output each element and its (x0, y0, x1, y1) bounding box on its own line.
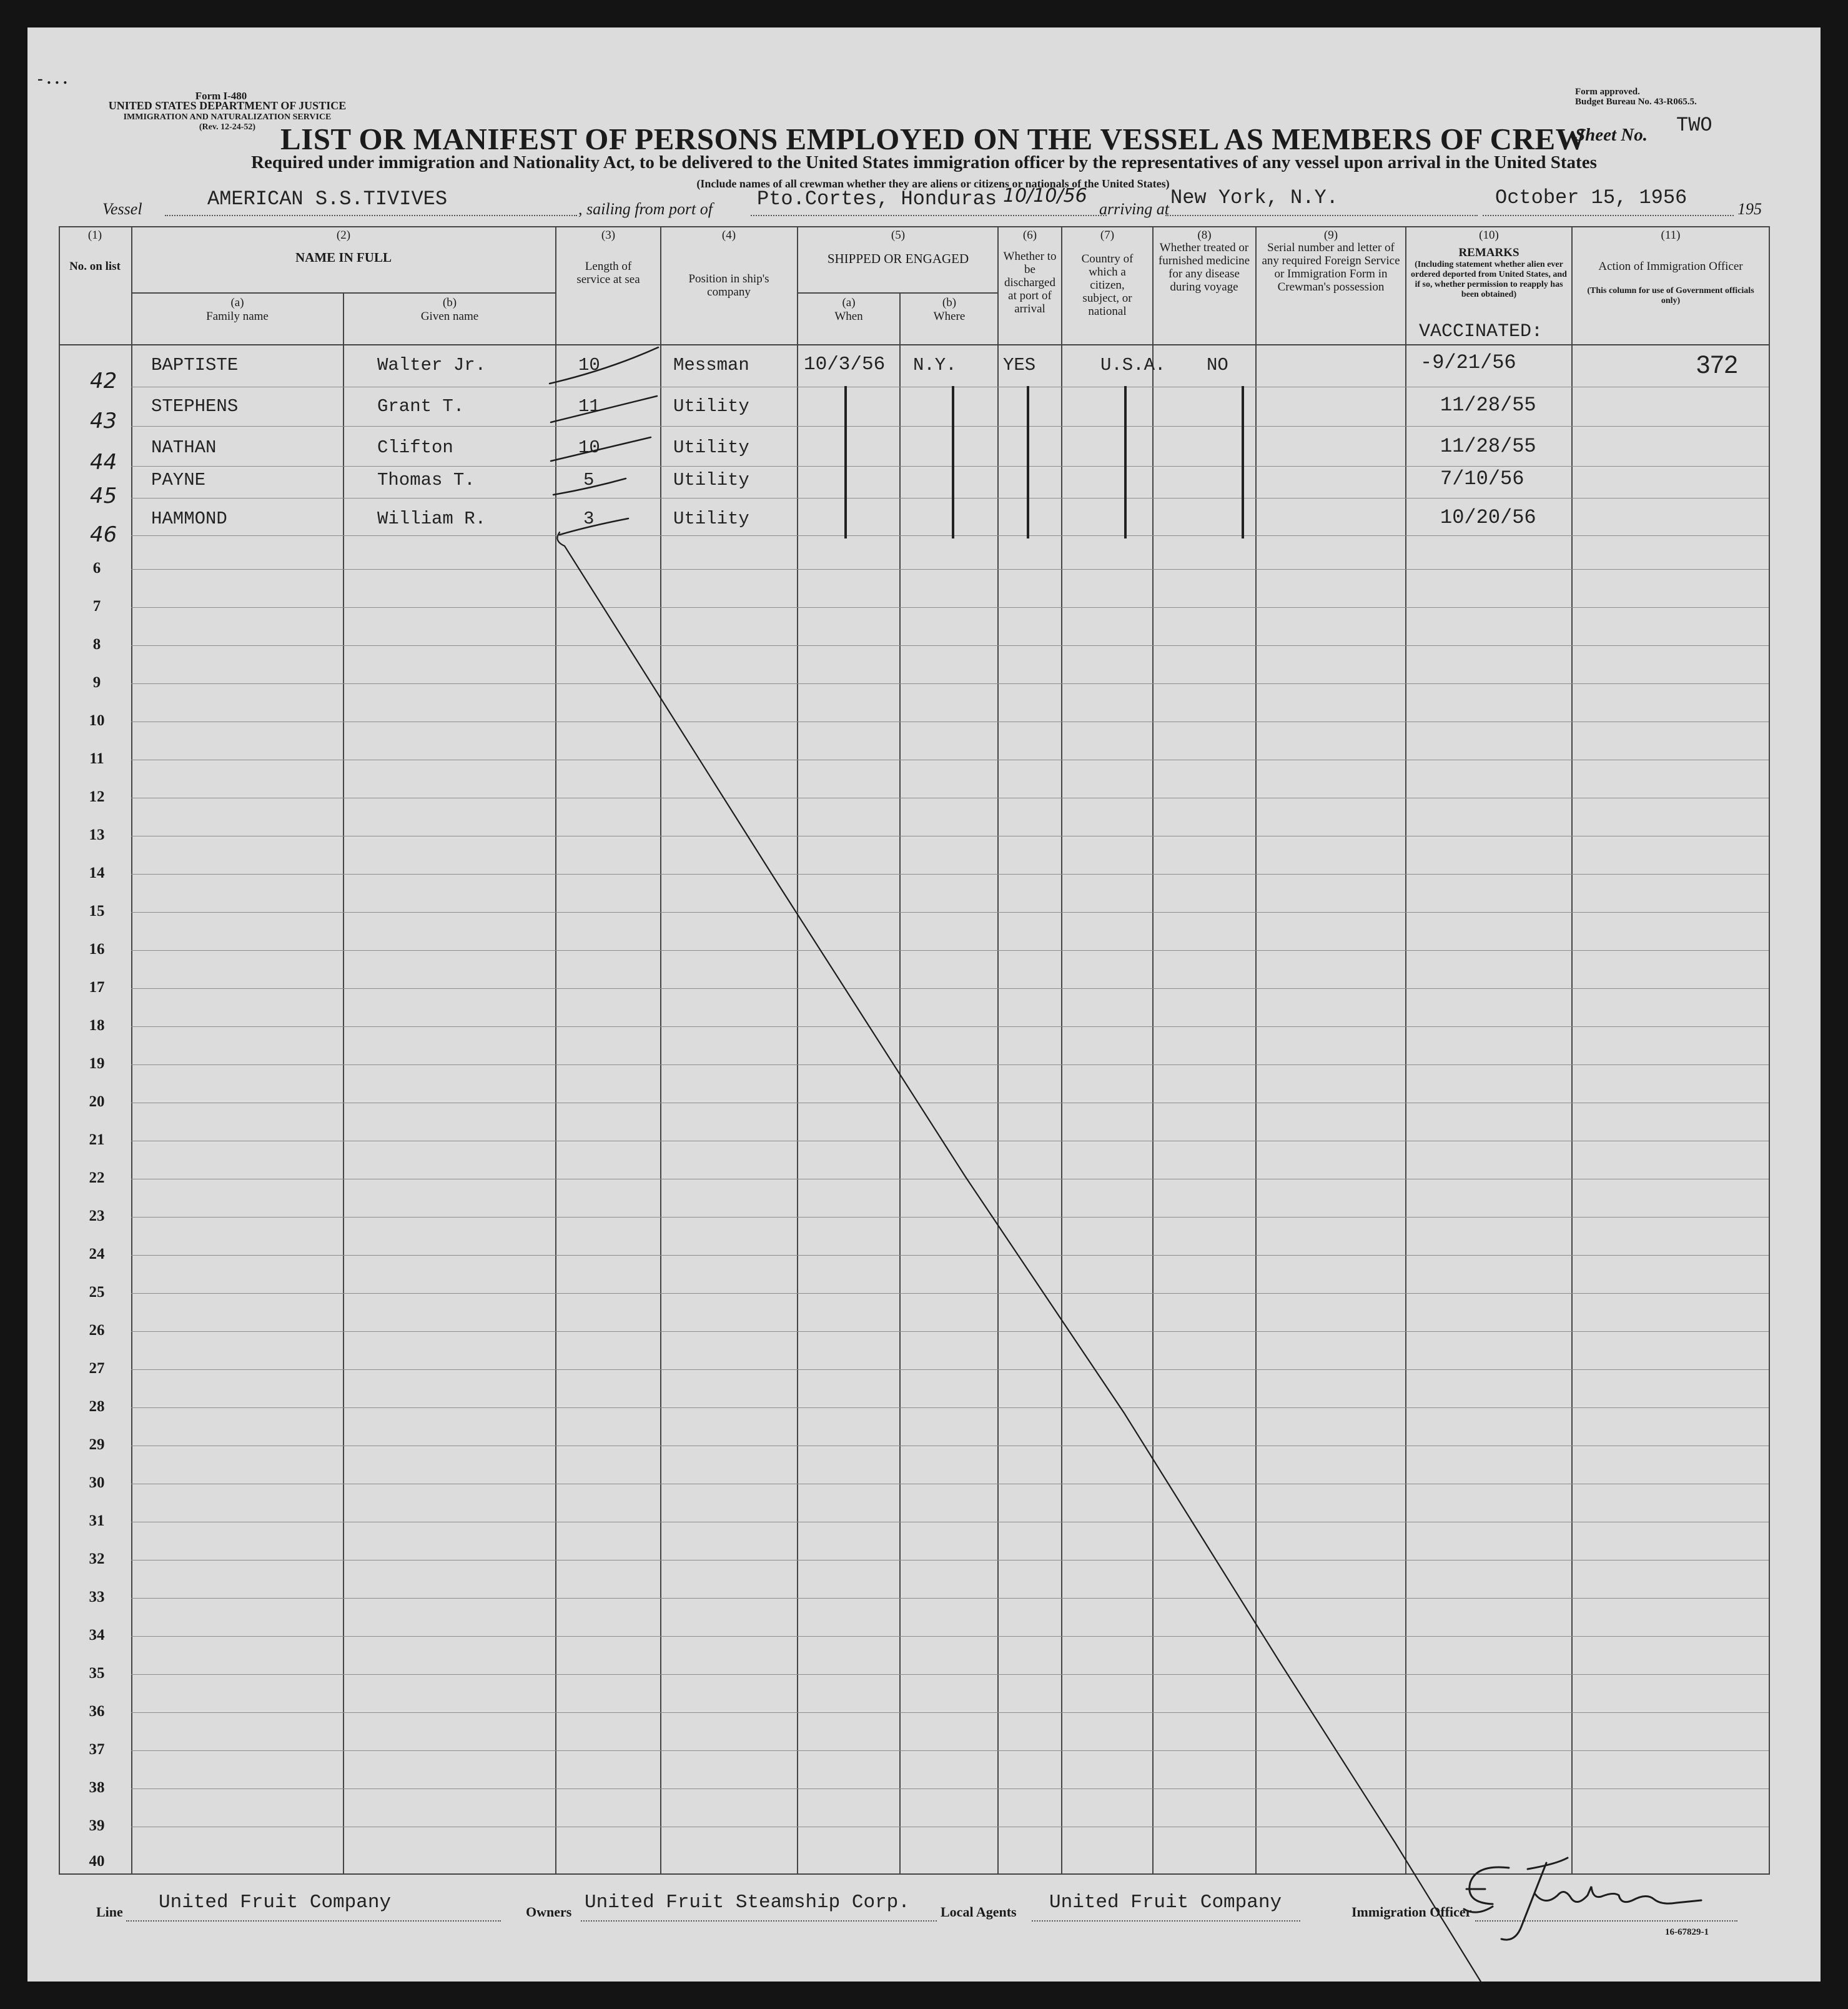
row-number: 8 (92, 636, 101, 653)
row-number: 14 (89, 865, 105, 881)
row-number: 17 (89, 979, 105, 996)
approval-2: Budget Bureau No. 43-R065.5. (1575, 97, 1697, 107)
row-number: 9 (92, 674, 101, 691)
row-number: 31 (89, 1512, 105, 1529)
service-length: 3 (583, 508, 595, 529)
row-number: 29 (89, 1436, 105, 1453)
row-number: 33 (89, 1589, 105, 1605)
row-number: 27 (89, 1360, 105, 1377)
row-number: 12 (89, 788, 105, 805)
row-number: 15 (89, 903, 105, 920)
row-number: 26 (89, 1322, 105, 1339)
service-strike (550, 347, 658, 384)
line-label: Line (96, 1904, 123, 1920)
row-hand-number: 46 (90, 522, 117, 547)
col-5-number: (5) (891, 229, 906, 242)
row-number: 32 (89, 1550, 105, 1567)
country: U.S.A. (1100, 355, 1166, 375)
row-hand-number: 42 (90, 369, 117, 394)
col-5b-letter: (b) (942, 296, 957, 309)
row-number: 11 (89, 750, 104, 767)
department: UNITED STATES DEPARTMENT OF JUSTICE (108, 99, 347, 112)
form-subtitle: Required under immigration and Nationality Act, to be delivered to the United States immigration officer by the representatives of any vessel upon arrival in the United States (251, 152, 1597, 172)
position: Utility (673, 470, 749, 490)
service-length: 11 (578, 396, 600, 417)
col-5-label: SHIPPED OR ENGAGED (827, 251, 969, 266)
to-be-discharged: YES (1003, 355, 1036, 375)
col-10-title: REMARKS (1458, 246, 1519, 259)
sheet-label: Sheet No. (1575, 125, 1648, 145)
row-number: 36 (89, 1703, 105, 1720)
remarks: 11/28/55 (1440, 435, 1536, 458)
row-hand-number: 44 (90, 450, 117, 475)
shipped-where: N.Y. (913, 355, 957, 375)
row-number: 18 (89, 1017, 105, 1034)
vaccinated-label: VACCINATED: (1419, 321, 1543, 342)
remarks: 11/28/55 (1440, 394, 1536, 417)
year-suffix: 195 (1737, 200, 1762, 218)
col-8-number: (8) (1197, 229, 1212, 242)
row-number: 38 (89, 1779, 105, 1796)
col-4-number: (4) (721, 229, 736, 242)
ditto-line (1242, 386, 1244, 538)
row-number: 23 (89, 1208, 105, 1224)
col-4-label: Position in ship's company (688, 272, 769, 299)
col-2b-label: Given name (420, 310, 479, 323)
col-2b-letter: (b) (442, 296, 457, 309)
sailing-label: , sailing from port of (578, 200, 713, 218)
row-number: 35 (89, 1665, 105, 1682)
col-2a-label: Family name (206, 310, 269, 323)
col-11-label: Action of Immigration Officer (1598, 260, 1743, 273)
sailing-date-handwritten: 10/10/56 (1003, 185, 1087, 207)
row-number: 6 (92, 560, 101, 577)
col-5a-label: When (834, 310, 863, 323)
arriving-value: New York, N.Y. (1170, 186, 1338, 209)
row-number: 37 (89, 1741, 105, 1758)
ditto-line (1027, 386, 1029, 538)
row-number: 10 (89, 712, 105, 729)
form-note: (Include names of all crewman whether they are aliens or citizens or nationals of the United States) (696, 177, 1170, 190)
remarks: 7/10/56 (1440, 467, 1524, 490)
row-number: 28 (89, 1398, 105, 1415)
service-strike (551, 396, 657, 422)
col-9-label: Serial number and letter of any required Foreign Service or Immigration Form in Crewman's possession (1262, 241, 1400, 294)
col-2-label: NAME IN FULL (295, 250, 392, 265)
row-number: 25 (89, 1284, 105, 1301)
approval-1: Form approved. (1575, 87, 1640, 97)
position: Messman (673, 355, 749, 375)
family-name: HAMMOND (151, 508, 227, 529)
given-name: William R. (377, 508, 487, 529)
col-5b-label: Where (933, 310, 966, 323)
col-8-label: Whether treated or furnished medicine for any disease during voyage (1158, 241, 1250, 294)
family-name: BAPTISTE (151, 355, 239, 375)
col-10-number: (10) (1479, 229, 1499, 242)
col-6-label: Whether to be discharged at port of arrival (1003, 250, 1057, 315)
row-number: 16 (89, 941, 105, 958)
ditto-line (1124, 386, 1127, 538)
service-length: 5 (583, 470, 595, 490)
form-title: LIST OR MANIFEST OF PERSONS EMPLOYED ON THE VESSEL AS MEMBERS OF CREW (280, 122, 1587, 156)
family-name: STEPHENS (151, 396, 239, 417)
row-number: 22 (89, 1169, 105, 1186)
family-name: PAYNE (151, 470, 206, 490)
col-7-label: Country of which a citizen, subject, or national (1081, 252, 1134, 318)
row-number: 40 (89, 1853, 105, 1870)
col-2a-letter: (a) (230, 296, 244, 309)
vessel-value: AMERICAN S.S.TIVIVES (207, 187, 448, 211)
owners-label: Owners (526, 1904, 572, 1920)
remarks: -9/21/56 (1420, 351, 1516, 374)
family-name: NATHAN (151, 437, 217, 458)
sheet-value: TWO (1676, 114, 1712, 137)
sailing-value: Pto.Cortes, Honduras (757, 187, 997, 211)
shipped-when: 10/3/56 (804, 354, 886, 375)
revision: (Rev. 12-24-52) (199, 122, 256, 132)
position: Utility (673, 396, 749, 417)
col-6-number: (6) (1022, 229, 1037, 242)
col-5a-letter: (a) (842, 296, 856, 309)
table-top-border (59, 226, 1770, 227)
form-number: Form I-480 (195, 90, 247, 102)
service-strike (551, 437, 651, 461)
row-number: 21 (89, 1131, 105, 1148)
row-number: 30 (89, 1474, 105, 1491)
row-number: 24 (89, 1246, 105, 1262)
vessel-label: Vessel (102, 200, 142, 218)
col-3-number: (3) (601, 229, 616, 242)
row-number: 20 (89, 1093, 105, 1110)
service-length: 10 (578, 437, 600, 458)
row-number: 19 (89, 1055, 105, 1072)
service: IMMIGRATION AND NATURALIZATION SERVICE (123, 112, 332, 122)
owners-value: United Fruit Steamship Corp. (585, 1892, 910, 1913)
col-7-number: (7) (1100, 229, 1115, 242)
officer-action: 372 (1696, 351, 1738, 379)
given-name: Walter Jr. (377, 355, 487, 375)
row-hand-number: 45 (90, 484, 117, 508)
manifest-page (27, 27, 1821, 1982)
arrival-date: October 15, 1956 (1495, 186, 1687, 209)
col-3-label: Length of service at sea (576, 260, 640, 286)
row-number: 39 (89, 1817, 105, 1834)
ditto-line (844, 386, 847, 538)
line-value: United Fruit Company (159, 1892, 392, 1913)
col-11-number: (11) (1661, 229, 1681, 242)
col-1-label: No. on list (69, 260, 121, 273)
position: Utility (673, 508, 749, 529)
row-number: 7 (92, 598, 101, 615)
position: Utility (673, 437, 749, 458)
col-11-note: (This column for use of Government officials only) (1587, 286, 1754, 305)
row-number: 34 (89, 1627, 105, 1644)
given-name: Clifton (377, 437, 453, 458)
col-9-number: (9) (1323, 229, 1338, 242)
cancel-diagonal-line (557, 532, 1498, 1982)
agents-label: Local Agents (941, 1904, 1017, 1920)
service-length: 10 (578, 355, 600, 375)
header-bottom-border (59, 344, 1770, 345)
arriving-label: arriving at (1099, 200, 1169, 218)
given-name: Grant T. (377, 396, 465, 417)
form-code: 16-67829-1 (1665, 1927, 1709, 1937)
corner-marks: - . . . (37, 69, 67, 87)
remarks: 10/20/56 (1440, 506, 1536, 529)
given-name: Thomas T. (377, 470, 475, 490)
officer-label: Immigration Officer (1351, 1904, 1472, 1920)
row-hand-number: 43 (90, 409, 117, 434)
table-bottom-border (59, 1873, 1770, 1875)
col-2-number: (2) (336, 229, 351, 242)
col-10-note: (Including statement whether alien ever ordered deported from United States, and if so, whether permission to reapply has been obtained) (1411, 260, 1567, 299)
ditto-line (952, 386, 954, 538)
row-number: 13 (89, 826, 105, 843)
treated-medicine: NO (1207, 355, 1228, 375)
agents-value: United Fruit Company (1049, 1892, 1282, 1913)
col-1-number: (1) (87, 229, 102, 242)
